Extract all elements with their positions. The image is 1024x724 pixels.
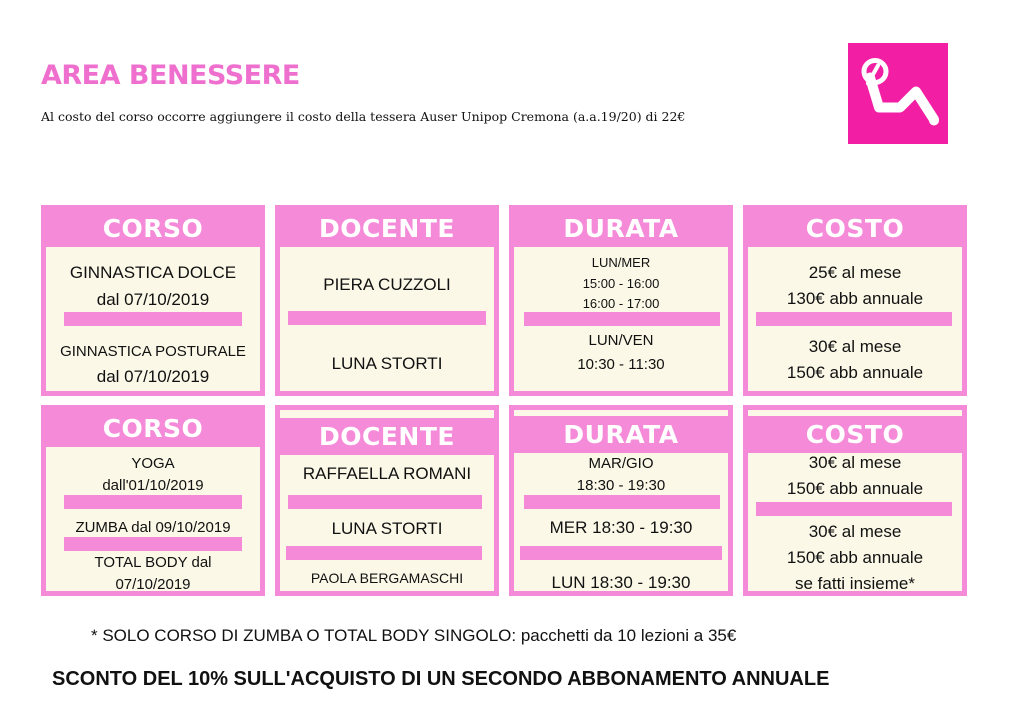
teacher-name: RAFFAELLA ROMANI (302, 464, 472, 483)
card-heading: DOCENTE (280, 210, 494, 247)
footnote: * SOLO CORSO DI ZUMBA O TOTAL BODY SINGOLO: pacchetti da 10 lezioni a 35€ (91, 626, 737, 645)
row1-corso-card (41, 205, 265, 396)
schedule-days: MAR/GIO (588, 455, 654, 472)
schedule-time: 18:30 - 19:30 (576, 477, 666, 494)
page-title: AREA BENESSERE (41, 60, 300, 91)
price-annual: 150€ abb annuale (786, 548, 924, 567)
discount-banner: SCONTO DEL 10% SULL'ACQUISTO DI UN SECONDO ABBONAMENTO ANNUALE (52, 668, 830, 690)
price-condition: se fatti insieme* (795, 574, 915, 593)
card-heading: CORSO (46, 210, 260, 247)
divider (756, 502, 952, 516)
row2-durata-card (509, 405, 733, 596)
divider (64, 537, 242, 551)
course-name: GINNASTICA DOLCE (69, 263, 237, 282)
row2-costo-card (743, 405, 967, 596)
course-name: TOTAL BODY dal (94, 554, 212, 571)
price-monthly: 30€ al mese (808, 453, 902, 472)
course-date: dall'01/10/2019 (102, 477, 204, 494)
divider (286, 546, 482, 560)
row1-costo-card (743, 205, 967, 396)
row1-docente-card (275, 205, 499, 396)
divider (64, 312, 242, 326)
teacher-name: PIERA CUZZOLI (323, 275, 451, 294)
course-date: 07/10/2019 (115, 576, 191, 593)
card-heading: DURATA (514, 210, 728, 247)
course-name: GINNASTICA POSTURALE (60, 343, 246, 360)
price-annual: 150€ abb annuale (786, 363, 924, 382)
price-monthly: 25€ al mese (808, 263, 902, 282)
row2-docente-card (275, 405, 499, 596)
row1-durata-card (509, 205, 733, 396)
teacher-name: LUNA STORTI (331, 519, 443, 538)
schedule-time: MER 18:30 - 19:30 (549, 518, 693, 537)
schedule-time: 15:00 - 16:00 (582, 276, 660, 291)
row2-corso-card (41, 405, 265, 596)
card-heading: DURATA (514, 416, 728, 453)
course-name: YOGA (131, 455, 175, 472)
divider (520, 546, 722, 560)
divider (524, 312, 720, 326)
schedule-days: LUN/VEN (588, 332, 654, 349)
card-heading: COSTO (748, 210, 962, 247)
card-heading: DOCENTE (280, 418, 494, 455)
divider (288, 495, 482, 509)
course-date: dal 07/10/2019 (96, 367, 210, 386)
membership-note: Al costo del corso occorre aggiungere il costo della tessera Auser Unipop Cremona (a.a.19/20) di 22€ (41, 109, 686, 124)
price-annual: 150€ abb annuale (786, 479, 924, 498)
divider (756, 312, 952, 326)
divider (64, 495, 242, 509)
teacher-name: PAOLA BERGAMASCHI (310, 570, 464, 586)
course-name: ZUMBA dal 09/10/2019 (75, 519, 231, 536)
schedule-time: LUN 18:30 - 19:30 (551, 573, 691, 592)
course-date: dal 07/10/2019 (96, 290, 210, 309)
schedule-days: LUN/MER (591, 255, 651, 270)
logo (848, 43, 948, 144)
teacher-name: LUNA STORTI (331, 354, 443, 373)
card-heading: CORSO (46, 410, 260, 447)
price-monthly: 30€ al mese (808, 522, 902, 541)
sit-up-exercise-icon (848, 43, 948, 144)
schedule-time: 10:30 - 11:30 (577, 356, 665, 373)
price-monthly: 30€ al mese (808, 337, 902, 356)
schedule-time: 16:00 - 17:00 (582, 296, 660, 311)
divider (288, 311, 486, 325)
divider (524, 495, 720, 509)
card-heading: COSTO (748, 416, 962, 453)
price-annual: 130€ abb annuale (786, 289, 924, 308)
